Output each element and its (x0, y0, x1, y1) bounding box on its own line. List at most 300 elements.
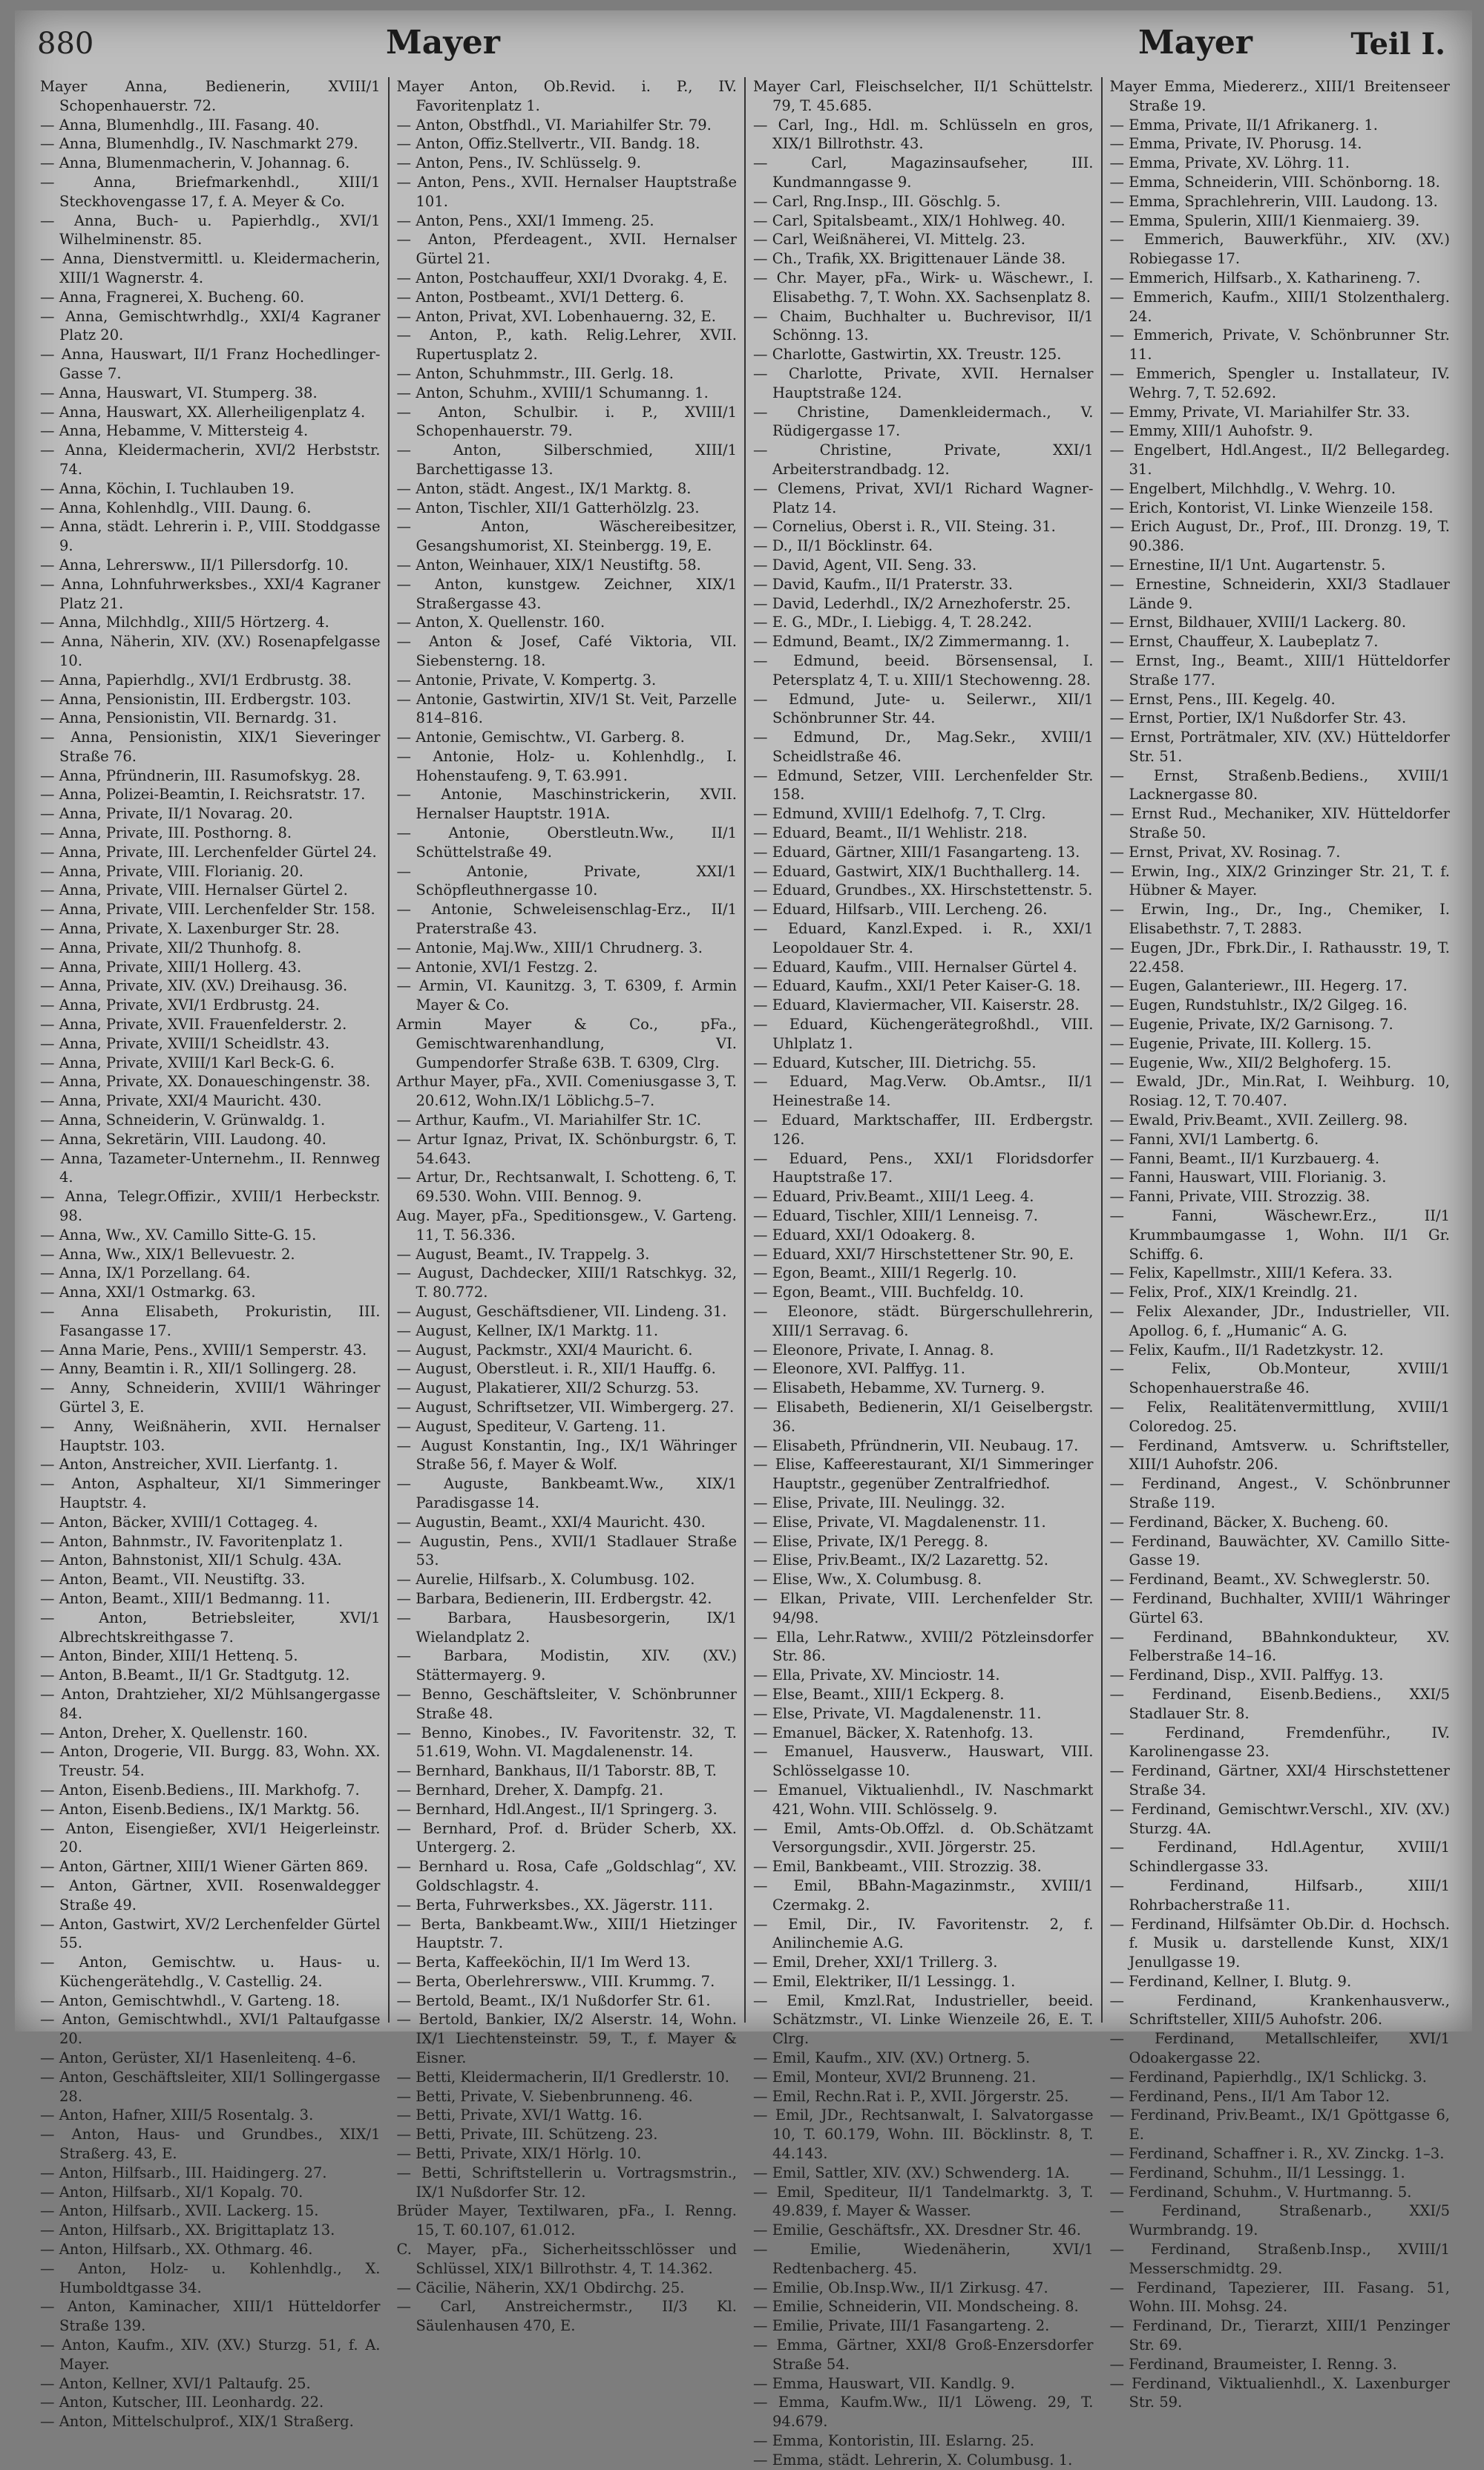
directory-entry: — David, Kaufm., II/1 Praterstr. 33. (753, 575, 1013, 593)
directory-entry: — Elisabeth, Pfründnerin, VII. Neubaug. 17. (753, 1436, 1079, 1454)
directory-entry: — Charlotte, Gastwirtin, XX. Treustr. 125. (753, 346, 1062, 364)
directory-entry: — Anny, Beamtin i. R., XII/1 Sollingerg. 28. (40, 1360, 357, 1378)
directory-entry: — Felix, Kapellmstr., XIII/1 Kefera. 33. (1109, 1264, 1393, 1282)
directory-entry: — Antonie, Private, V. Kompertg. 3. (396, 671, 657, 689)
directory-entry: — Felix, Kaufm., II/1 Radetzkystr. 12. (1109, 1341, 1384, 1359)
directory-entry: — Anton, Mittelschulprof., XIX/1 Straßerg. (40, 2413, 354, 2431)
directory-entry: — Anton, Drahtzieher, XI/2 Mühlsangergasse 84. (40, 1685, 381, 1722)
directory-entry: — Felix, Ob.Monteur, XVIII/1 Schopenhauerstraße 46. (1109, 1360, 1450, 1397)
directory-entry: — Ferdinand, Kellner, I. Blutg. 9. (1109, 1972, 1352, 1990)
directory-entry: — Ferdinand, Pens., II/1 Am Tabor 12. (1109, 2087, 1391, 2105)
directory-entry: — Elisabeth, Hebamme, XV. Turnerg. 9. (753, 1379, 1045, 1397)
directory-entry: — Ferdinand, Priv.Beamt., IX/1 Gpöttgasse 6, E. (1109, 2106, 1450, 2144)
directory-entry: — Antonie, Maj.Ww., XIII/1 Chrudnerg. 3. (396, 939, 703, 956)
directory-entry: — Edmund, beeid. Börsensensal, I. Petersplatz 4, T. u. XIII/1 Stechowenng. 28. (753, 651, 1094, 689)
directory-entry: — Anna, Private, XXI/4 Mauricht. 430. (40, 1092, 322, 1110)
directory-entry: — Eduard, Grundbes., XX. Hirschstettenstr. 5. (753, 881, 1093, 899)
directory-entry: — Anna, Buch- u. Papierhdlg., XVI/1 Wilhelminenstr. 85. (40, 211, 381, 249)
directory-entry: — Bernhard, Dreher, X. Dampfg. 21. (396, 1781, 664, 1799)
directory-entry: — Erich, Kontorist, VI. Linke Wienzeile 158. (1109, 499, 1434, 516)
directory-entry: — David, Lederhdl., IX/2 Arnezhoferstr. 25. (753, 594, 1071, 612)
directory-entry: — Anton, Pens., XVII. Hernalser Hauptstraße 101. (396, 173, 737, 210)
directory-entry: — Eduard, Hilfsarb., VIII. Lercheng. 26. (753, 901, 1048, 919)
directory-entry: — Emma, Private, II/1 Afrikanerg. 1. (1109, 116, 1378, 134)
directory-entry: — Anton, Schuhm., XVIII/1 Schumanng. 1. (396, 384, 709, 401)
directory-entry: — Eduard, Priv.Beamt., XIII/1 Leeg. 4. (753, 1188, 1034, 1206)
directory-entry: — Eduard, XXI/1 Odoakerg. 8. (753, 1226, 976, 1244)
directory-entry: — Emil, Kaufm., XIV. (XV.) Ortnerg. 5. (753, 2049, 1031, 2067)
directory-entry: — Emanuel, Hausverw., Hauswart, VIII. Schlösselgasse 10. (753, 1743, 1094, 1780)
directory-entry: Brüder Mayer, Textilwaren, pFa., I. Renng. 15, T. 60.107, 61.012. (396, 2202, 737, 2239)
directory-entry: — Elise, Private, IX/1 Peregg. 8. (753, 1532, 988, 1550)
directory-entry: — Else, Private, VI. Magdalenenstr. 11. (753, 1704, 1042, 1722)
directory-entry: — Else, Beamt., XIII/1 Eckperg. 8. (753, 1685, 1005, 1703)
directory-entry: — Antonie, Private, XXI/1 Schöpfleuthnergasse 10. (396, 862, 737, 899)
directory-entry: — Antonie, XVI/1 Festzg. 2. (396, 958, 598, 976)
directory-entry: — Emma, Sprachlehrerin, VIII. Laudong. 13. (1109, 192, 1438, 210)
directory-entry: — Benno, Geschäftsleiter, V. Schönbrunner Straße 48. (396, 1685, 737, 1722)
directory-entry: — Ferdinand, Viktualienhdl., X. Laxenburger Str. 59. (1109, 2374, 1450, 2411)
directory-entry: — Emma, städt. Lehrerin, X. Columbusg. 1. (753, 2451, 1073, 2469)
directory-entry: — Edmund, Jute- u. Seilerwr., XII/1 Schönbrunner Str. 44. (753, 690, 1094, 727)
directory-entry: — Egon, Beamt., VIII. Buchfeldg. 10. (753, 1284, 1024, 1301)
directory-entry: — Emil, Dreher, XXI/1 Trillerg. 3. (753, 1954, 998, 1971)
directory-entry: — Carl, Rng.Insp., III. Göschlg. 5. (753, 192, 1001, 210)
directory-entry: — Chr. Mayer, pFa., Wirk- u. Wäschewr., I. Elisabethg. 7, T. Wohn. XX. Sachsenplatz 8. (753, 269, 1094, 306)
directory-entry: — Emil, Bankbeamt., VIII. Strozzig. 38. (753, 1858, 1042, 1876)
directory-entry: — Ferdinand, Schaffner i. R., XV. Zinckg. 1–3. (1109, 2145, 1445, 2163)
directory-entry: — Anna, Private, X. Laxenburger Str. 28. (40, 920, 340, 938)
directory-entry: — Anton, Pferdeagent., XVII. Hernalser Gürtel 21. (396, 231, 737, 268)
directory-entry: — Emilie, Wiedenäherin, XVI/1 Redtenbacherg. 45. (753, 2241, 1094, 2277)
directory-entry: — Eugen, Rundstuhlstr., IX/2 Gilgeg. 16. (1109, 996, 1408, 1014)
directory-entry: — Ferdinand, Straßenb.Insp., XVIII/1 Messerschmidtg. 29. (1109, 2241, 1450, 2277)
directory-entry: — Edmund, Setzer, VIII. Lerchenfelder Str. 158. (753, 766, 1094, 804)
directory-entry: — Eugen, JDr., Fbrk.Dir., I. Rathausstr. 19, T. 22.458. (1109, 939, 1450, 976)
directory-entry: — Anton, Geschäftsleiter, XII/1 Sollingergasse 28. (40, 2068, 381, 2105)
directory-entry: — Fanni, Wäschewr.Erz., II/1 Krummbaumgasse 1, Wohn. II/1 Gr. Schiffg. 6. (1109, 1207, 1450, 1263)
directory-entry: — Carl, Anstreichermstr., II/3 Kl. Säulenhausen 470, E. (396, 2298, 737, 2335)
directory-entry: — Anna, Fragnerei, X. Bucheng. 60. (40, 288, 305, 306)
directory-entry: — Emil, Kmzl.Rat, Industrieller, beeid. Schätzmstr., VI. Linke Wienzeile 26, E. T. Clrg. (753, 1991, 1094, 2048)
directory-entry: — Clemens, Privat, XVI/1 Richard Wagner-Platz 14. (753, 479, 1094, 516)
directory-entry: — Anton, Eisenb.Bediens., III. Markhofg. 7. (40, 1781, 360, 1799)
directory-entry: — Elise, Priv.Beamt., IX/2 Lazarettg. 52. (753, 1551, 1049, 1569)
column-2 (388, 77, 745, 2335)
directory-entry: — Eduard, Kaufm., VIII. Hernalser Gürtel 4. (753, 958, 1077, 976)
directory-entry: — Bernhard, Hdl.Angest., II/1 Springerg. 3. (396, 1800, 718, 1818)
directory-page (15, 10, 1472, 2469)
directory-entry: — Anton, Hilfsarb., XX. Othmarg. 46. (40, 2241, 313, 2259)
directory-entry: Mayer Anna, Bedienerin, XVIII/1 Schopenhauerstr. 72. (40, 78, 381, 114)
directory-entry: C. Mayer, pFa., Sicherheitsschlösser und Schlüssel, XIX/1 Billrothstr. 4, T. 14.362. (396, 2241, 737, 2277)
directory-entry: — Anna Marie, Pens., XVIII/1 Semperstr. 43. (40, 1341, 367, 1359)
directory-entry: — Anton, Dreher, X. Quellenstr. 160. (40, 1724, 308, 1741)
directory-entry: — Cäcilie, Näherin, XX/1 Obdirchg. 25. (396, 2279, 685, 2296)
directory-entry: — Artur, Dr., Rechtsanwalt, I. Schotteng. 6, T. 69.530. Wohn. VIII. Bennog. 9. (396, 1169, 737, 1206)
directory-entry: — Ernst, Straßenb.Bediens., XVIII/1 Lacknergasse 80. (1109, 766, 1450, 804)
directory-entry: — Anna, Papierhdlg., XVI/1 Erdbrustg. 38. (40, 671, 352, 689)
directory-entry: — Augustin, Beamt., XXI/4 Mauricht. 430. (396, 1513, 706, 1531)
directory-entry: — Anna, Hauswart, XX. Allerheiligenplatz 4. (40, 403, 366, 421)
directory-entry: — Anna, Private, XVII. Frauenfelderstr. 2. (40, 1016, 347, 1034)
directory-entry: — Betti, Private, III. Schützeng. 23. (396, 2126, 658, 2144)
directory-entry: — Elisabeth, Bedienerin, XI/1 Geiselbergstr. 36. (753, 1398, 1094, 1435)
directory-entry: — Ferdinand, Schuhm., V. Hurtmanng. 5. (1109, 2183, 1412, 2201)
directory-entry: — Anna, Private, XIII/1 Hollerg. 43. (40, 958, 302, 976)
header-part-label: Teil I. (1350, 27, 1445, 62)
directory-entry: — Anna, Kleidermacherin, XVI/2 Herbststr. 74. (40, 441, 381, 478)
directory-entry: — Anna Elisabeth, Prokuristin, III. Fasangasse 17. (40, 1303, 381, 1339)
directory-entry: — Felix Alexander, JDr., Industrieller, VII. Apollog. 6, f. „Humanic“ A. G. (1109, 1303, 1450, 1339)
directory-entry: — Anna, Pensionistin, III. Erdbergstr. 103. (40, 690, 352, 708)
directory-entry: — Eduard, Kanzl.Exped. i. R., XXI/1 Leopoldauer Str. 4. (753, 920, 1094, 956)
directory-entry: — Anton, Asphalteur, XI/1 Simmeringer Hauptstr. 4. (40, 1475, 381, 1511)
directory-entry: — Anton, Privat, XVI. Lobenhauerng. 32, E. (396, 307, 716, 325)
directory-entry: — Ernst, Privat, XV. Rosinag. 7. (1109, 843, 1341, 861)
directory-entry: — Anny, Weißnäherin, XVII. Hernalser Hauptstr. 103. (40, 1417, 381, 1454)
directory-entry: — Eduard, Marktschaffer, III. Erdbergstr. 126. (753, 1111, 1094, 1148)
directory-entry: — Anton, Pens., XXI/1 Immeng. 25. (396, 211, 654, 229)
directory-entry: — Anton, Hafner, XIII/5 Rosentalg. 3. (40, 2106, 314, 2124)
directory-entry: — Anton, Kaufm., XIV. (XV.) Sturzg. 51, f. A. Mayer. (40, 2336, 381, 2373)
directory-entry: — Eduard, Pens., XXI/1 Floridsdorfer Hauptstraße 17. (753, 1149, 1094, 1186)
directory-entry: — E. G., MDr., I. Liebigg. 4, T. 28.242. (753, 614, 1032, 631)
directory-entry: — Anton, Postchauffeur, XXI/1 Dvorakg. 4, E. (396, 269, 728, 286)
directory-entry: — Betti, Kleidermacherin, II/1 Gredlerstr. 10. (396, 2068, 729, 2086)
directory-entry: — Eduard, XXI/7 Hirschstettener Str. 90, E. (753, 1245, 1074, 1263)
directory-entry: — Anton, Kutscher, III. Leonhardg. 22. (40, 2394, 324, 2411)
directory-entry: — Eduard, Gärtner, XIII/1 Fasangarteng. 13. (753, 843, 1080, 861)
directory-entry: — Elkan, Private, VIII. Lerchenfelder Str. 94/98. (753, 1589, 1094, 1626)
directory-entry: — Ferdinand, Tapezierer, III. Fasang. 51, Wohn. III. Mohsg. 24. (1109, 2279, 1450, 2316)
directory-entry: — Anna, Tazameter-Unternehm., II. Rennweg 4. (40, 1149, 381, 1186)
directory-entry: — Emilie, Ob.Insp.Ww., II/1 Zirkusg. 47. (753, 2279, 1048, 2296)
directory-entry: — August, Geschäftsdiener, VII. Lindeng. 31. (396, 1303, 727, 1320)
directory-entry: — Anna, Lehrersww., II/1 Pillersdorfg. 10. (40, 556, 349, 574)
directory-entry: — Emmerich, Private, V. Schönbrunner Str. 11. (1109, 326, 1450, 364)
directory-entry: — Emma, Private, XV. Löhrg. 11. (1109, 154, 1350, 172)
directory-entry: — Augustin, Pens., XVII/1 Stadlauer Straße 53. (396, 1532, 737, 1569)
directory-entry: — Ernst, Chauffeur, X. Laubeplatz 7. (1109, 633, 1379, 651)
directory-entry: — Anna, Private, VIII. Hernalser Gürtel 2. (40, 881, 348, 899)
directory-entry: — Anton & Josef, Café Viktoria, VII. Siebensterng. 18. (396, 633, 737, 669)
directory-entry: — Anton, Wäschereibesitzer, Gesangshumorist, XI. Steinbergg. 19, E. (396, 518, 737, 555)
directory-entry: — Antonie, Gastwirtin, XIV/1 St. Veit, Parzelle 814–816. (396, 690, 737, 727)
directory-entry: — Anna, Schneiderin, V. Grünwaldg. 1. (40, 1111, 326, 1129)
directory-entry: — Ferdinand, Metallschleifer, XVI/1 Odoakergasse 22. (1109, 2030, 1450, 2067)
directory-entry: — Ferdinand, Dr., Tierarzt, XIII/1 Penzinger Str. 69. (1109, 2317, 1450, 2354)
directory-entry: — Berta, Fuhrwerksbes., XX. Jägerstr. 111. (396, 1896, 714, 1914)
column-3 (744, 77, 1101, 2469)
directory-entry: — Antonie, Gemischtw., VI. Garberg. 8. (396, 729, 685, 746)
directory-entry: — Anna, Näherin, XIV. (XV.) Rosenapfelgasse 10. (40, 633, 381, 669)
directory-entry: — Carl, Magazinsaufseher, III. Kundmanngasse 9. (753, 154, 1094, 191)
directory-entry: — Anton, Schuhmmstr., III. Gerlg. 18. (396, 364, 674, 382)
page-header (37, 24, 1445, 76)
directory-entry: — Auguste, Bankbeamt.Ww., XIX/1 Paradisgasse 14. (396, 1475, 737, 1511)
directory-entry: — Anna, Private, XX. Donaueschingenstr. 38. (40, 1073, 371, 1091)
directory-entry: — Erwin, Ing., Dr., Ing., Chemiker, I. Elisabethstr. 7, T. 2883. (1109, 901, 1450, 938)
directory-entry: — Anton, städt. Angest., IX/1 Marktg. 8. (396, 479, 692, 497)
directory-entry: — Anna, Lohnfuhrwerksbes., XXI/4 Kagraner Platz 21. (40, 575, 381, 612)
directory-entry: — Ernestine, Schneiderin, XXI/3 Stadlauer Lände 9. (1109, 575, 1450, 612)
directory-entry: — Ferdinand, BBahnkondukteur, XV. Felberstraße 14–16. (1109, 1628, 1450, 1665)
directory-entry: — Betti, Schriftstellerin u. Vortragsmstrin., IX/1 Nußdorfer Str. 12. (396, 2164, 737, 2201)
directory-entry: — Emil, Rechn.Rat i. P., XVII. Jörgerstr. 25. (753, 2087, 1069, 2105)
directory-entry: — Eugenie, Ww., XII/2 Belghoferg. 15. (1109, 1054, 1392, 1071)
directory-entry: — Betti, Private, V. Siebenbrunneng. 46. (396, 2087, 693, 2105)
directory-entry: — Anna, städt. Lehrerin i. P., VIII. Stoddgasse 9. (40, 518, 381, 555)
directory-entry: — Eleonore, Private, I. Annag. 8. (753, 1341, 994, 1359)
directory-entry: — Anna, Hauswart, VI. Stumperg. 38. (40, 384, 318, 401)
directory-entry: — Ewald, JDr., Min.Rat, I. Weihburg. 10, Rosiag. 12, T. 70.407. (1109, 1073, 1450, 1110)
directory-entry: — Anna, IX/1 Porzellang. 64. (40, 1264, 251, 1282)
directory-entry: — Anna, Private, XIV. (XV.) Dreihausg. 36. (40, 977, 348, 995)
directory-entry: — Anna, Private, XVI/1 Erdbrustg. 24. (40, 996, 320, 1014)
directory-entry: — Ferdinand, Hilfsämter Ob.Dir. d. Hochsch. f. Musik u. darstellende Kunst, XIX/1 Jenullgasse 19. (1109, 1915, 1450, 1971)
directory-entry: — Anton, Tischler, XII/1 Gatterhölzlg. 23. (396, 499, 700, 516)
directory-entry: — Anton, kunstgew. Zeichner, XIX/1 Straßergasse 43. (396, 575, 737, 612)
directory-entry: — Anna, Ww., XV. Camillo Sitte-G. 15. (40, 1226, 317, 1244)
page-number: 880 (37, 27, 94, 61)
directory-entry: — Berta, Kaffeeköchin, II/1 Im Werd 13. (396, 1954, 691, 1971)
directory-entry: — Emmerich, Hilfsarb., X. Katharineng. 7. (1109, 269, 1421, 286)
directory-entry: — Edmund, Dr., Mag.Sekr., XVIII/1 Scheidlstraße 46. (753, 729, 1094, 765)
directory-entry: Armin Mayer & Co., pFa., Gemischtwarenhandlung, VI. Gumpendorfer Straße 63B. T. 6309, Clrg. (396, 1016, 737, 1071)
directory-entry: — Betti, Private, XVI/1 Wattg. 16. (396, 2106, 643, 2124)
directory-entry: — Ernst Rud., Mechaniker, XIV. Hütteldorfer Straße 50. (1109, 805, 1450, 842)
directory-entry: — Ella, Lehr.Ratww., XVIII/2 Pötzleinsdorfer Str. 86. (753, 1628, 1094, 1665)
directory-entry: Aug. Mayer, pFa., Speditionsgew., V. Garteng. 11, T. 56.336. (396, 1207, 737, 1244)
directory-entry: — Anna, Blumenhdlg., IV. Naschmarkt 279. (40, 135, 358, 153)
directory-entry: — Anton, X. Quellenstr. 160. (396, 614, 605, 631)
directory-entry: — Ferdinand, Straßenarb., XXI/5 Wurmbrandg. 19. (1109, 2202, 1450, 2239)
directory-entry: — Antonie, Holz- u. Kohlenhdlg., I. Hohenstaufeng. 9, T. 63.991. (396, 747, 737, 784)
directory-entry: — Ferdinand, Amtsverw. u. Schriftsteller, XIII/1 Auhofstr. 206. (1109, 1436, 1450, 1474)
directory-entry: — Anna, Hauswart, II/1 Franz Hochedlinger-Gasse 7. (40, 346, 381, 382)
directory-entry: — Erwin, Ing., XIX/2 Grinzinger Str. 21, T. f. Hübner & Mayer. (1109, 862, 1450, 899)
directory-entry: — Emma, Kaufm.Ww., II/1 Löweng. 29, T. 94.679. (753, 2394, 1094, 2431)
directory-entry: — Eugenie, Private, IX/2 Garnisong. 7. (1109, 1016, 1393, 1034)
directory-entry: — Emilie, Private, III/1 Fasangarteng. 2. (753, 2317, 1050, 2335)
directory-entry: — Emilie, Schneiderin, VII. Mondscheing. 8. (753, 2298, 1079, 2316)
directory-entry: — Anton, Offiz.Stellvertr., VII. Bandg. 18. (396, 135, 700, 153)
directory-entry: — Edmund, Beamt., IX/2 Zimmermanng. 1. (753, 633, 1070, 651)
directory-entry: Mayer Carl, Fleischselcher, II/1 Schüttelstr. 79, T. 45.685. (753, 78, 1094, 114)
directory-entry: — Anna, Private, III. Lerchenfelder Gürtel 24. (40, 843, 377, 861)
directory-entry: — Ernst, Pens., III. Kegelg. 40. (1109, 690, 1336, 708)
directory-entry: — Cornelius, Oberst i. R., VII. Steing. 31. (753, 518, 1056, 536)
directory-entry: — Fanni, Beamt., II/1 Kurzbauerg. 4. (1109, 1149, 1380, 1167)
directory-entry: — August Konstantin, Ing., IX/1 Währinger Straße 56, f. Mayer & Wolf. (396, 1436, 737, 1474)
directory-entry: — Barbara, Bedienerin, III. Erdbergstr. 42. (396, 1589, 712, 1607)
directory-entry: — Anton, Silberschmied, XIII/1 Barchettigasse 13. (396, 441, 737, 478)
directory-entry: — Anny, Schneiderin, XVIII/1 Währinger Gürtel 3, E. (40, 1379, 381, 1416)
directory-entry: — Antonie, Schweleisenschlag-Erz., II/1 Praterstraße 43. (396, 901, 737, 938)
directory-entry: — Elise, Private, III. Neulingg. 32. (753, 1494, 1005, 1511)
directory-entry: — Anton, Gemischtw. u. Haus- u. Küchengerätehdlg., V. Castellig. 24. (40, 1954, 381, 1990)
directory-entry: — Ferdinand, Eisenb.Bediens., XXI/5 Stadlauer Str. 8. (1109, 1685, 1450, 1722)
directory-entry: — Ernst, Porträtmaler, XIV. (XV.) Hütteldorfer Str. 51. (1109, 729, 1450, 765)
directory-entry: — D., II/1 Böcklinstr. 64. (753, 537, 933, 555)
directory-entry: — Bernhard, Prof. d. Brüder Scherb, XX. Untergerg. 2. (396, 1819, 737, 1856)
directory-entry: — Anton, Schulbir. i. P., XVIII/1 Schopenhauerstr. 79. (396, 403, 737, 440)
directory-entry: — Benno, Kinobes., IV. Favoritenstr. 32, T. 51.619, Wohn. VI. Magdalenenstr. 14. (396, 1724, 737, 1761)
directory-entry: — Anton, Postbeamt., XVI/1 Detterg. 6. (396, 288, 684, 306)
directory-entry: — Anton, Anstreicher, XVII. Lierfantg. 1. (40, 1456, 338, 1474)
directory-entry: — Emil, JDr., Rechtsanwalt, I. Salvatorgasse 10, T. 60.179, Wohn. III. Böcklinstr. 8, T. 44.143. (753, 2106, 1094, 2163)
directory-entry: — Anton, Kellner, XVI/1 Paltaufg. 25. (40, 2374, 311, 2392)
directory-entry: — Eugenie, Private, III. Kollerg. 15. (1109, 1034, 1372, 1052)
directory-entry: Arthur Mayer, pFa., XVII. Comeniusgasse 3, T. 20.612, Wohn.IX/1 Löblichg.5–7. (396, 1073, 737, 1110)
directory-entry: — Anton, Hilfsarb., III. Haidingerg. 27. (40, 2164, 327, 2181)
directory-entry: — August, Beamt., IV. Trappelg. 3. (396, 1245, 650, 1263)
directory-entry: — Anton, Holz- u. Kohlenhdlg., X. Humboldtgasse 34. (40, 2259, 381, 2296)
directory-entry: — Ferdinand, Beamt., XV. Schweglerstr. 50. (1109, 1571, 1431, 1589)
directory-entry: — Ferdinand, Krankenhausverw., Schriftsteller, XIII/5 Auhofstr. 206. (1109, 1991, 1450, 2029)
directory-entry: — Anna, Hebamme, V. Mittersteig 4. (40, 422, 309, 440)
directory-entry: — Anna, Blumenmacherin, V. Johannag. 6. (40, 154, 350, 172)
directory-entry: — Anton, Gärtner, XIII/1 Wiener Gärten 869. (40, 1858, 369, 1876)
directory-entry: — Ernst, Bildhauer, XVIII/1 Lackerg. 80. (1109, 614, 1407, 631)
directory-entry: — Bertold, Bankier, IX/2 Alserstr. 14, Wohn. IX/1 Liechtensteinstr. 59, T., f. Mayer & Eisner. (396, 2011, 737, 2067)
directory-entry: — Anton, Weinhauer, XIX/1 Neustiftg. 58. (396, 556, 701, 574)
directory-entry: — Ferdinand, Schuhm., II/1 Lessingg. 1. (1109, 2164, 1405, 2181)
directory-entry: — Armin, VI. Kaunitzg. 3, T. 6309, f. Armin Mayer & Co. (396, 977, 737, 1014)
directory-entry: — Anna, Telegr.Offizir., XVIII/1 Herbeckstr. 98. (40, 1188, 381, 1225)
directory-entry: — Elise, Kaffeerestaurant, XI/1 Simmeringer Hauptstr., gegenüber Zentralfriedhof. (753, 1456, 1094, 1493)
directory-entry: — Barbara, Hausbesorgerin, IX/1 Wielandplatz 2. (396, 1609, 737, 1646)
directory-entry: — Anna, Private, XII/2 Thunhofg. 8. (40, 939, 302, 956)
directory-entry: — Erich August, Dr., Prof., III. Dronzg. 19, T. 90.386. (1109, 518, 1450, 555)
directory-entry: — Emilie, Geschäftsfr., XX. Dresdner Str. 46. (753, 2221, 1081, 2239)
directory-entry: — Eduard, Kaufm., XXI/1 Peter Kaiser-G. 18. (753, 977, 1081, 995)
directory-entry: — Emma, Hauswart, VII. Kandlg. 9. (753, 2374, 1015, 2392)
directory-entry: — Anna, Private, II/1 Novarag. 20. (40, 805, 293, 823)
directory-entry: — Anton, Eisenb.Bediens., IX/1 Marktg. 56. (40, 1800, 360, 1818)
directory-entry: — Anton, Bäcker, XVIII/1 Cottageg. 4. (40, 1513, 318, 1531)
directory-entry: — Ferdinand, Buchhalter, XVIII/1 Währinger Gürtel 63. (1109, 1589, 1450, 1626)
directory-entry: — Ferdinand, Hdl.Agentur, XVIII/1 Schindlergasse 33. (1109, 1839, 1450, 1876)
directory-entry: — Eduard, Kutscher, III. Dietrichg. 55. (753, 1054, 1037, 1071)
directory-entry: — Barbara, Modistin, XIV. (XV.) Stättermayerg. 9. (396, 1647, 737, 1684)
column-1 (33, 77, 388, 2431)
directory-entry: — Anna, Polizei-Beamtin, I. Reichsratstr. 17. (40, 786, 366, 804)
directory-entry: — Anna, Köchin, I. Tuchlauben 19. (40, 479, 295, 497)
directory-entry: — Antonie, Maschinstrickerin, XVII. Hernalser Hauptstr. 191A. (396, 786, 737, 823)
directory-entry: — Ernestine, II/1 Unt. Augartenstr. 5. (1109, 556, 1386, 574)
directory-entry: — Anton, Haus- und Grundbes., XIX/1 Straßerg. 43, E. (40, 2126, 381, 2163)
directory-entry: — Eleonore, XVI. Palffyg. 11. (753, 1360, 965, 1378)
directory-entry: — Anton, Kaminacher, XIII/1 Hütteldorfer Straße 139. (40, 2298, 381, 2335)
directory-entry: — Anton, Binder, XIII/1 Hettenq. 5. (40, 1647, 298, 1665)
directory-entry: — Anton, P., kath. Relig.Lehrer, XVII. Rupertusplatz 2. (396, 326, 737, 364)
directory-entry: — Anna, Private, XVIII/1 Karl Beck-G. 6. (40, 1054, 335, 1071)
directory-entry: — Ferdinand, Bäcker, X. Bucheng. 60. (1109, 1513, 1389, 1531)
column-4 (1101, 77, 1458, 2411)
directory-entry: — Emil, BBahn-Magazinmstr., XVIII/1 Czermakg. 2. (753, 1876, 1094, 1914)
directory-entry: — Bernhard u. Rosa, Cafe „Goldschlag“, XV. Goldschlagstr. 4. (396, 1858, 737, 1894)
directory-entry: — Ewald, Priv.Beamt., XVII. Zeillerg. 98. (1109, 1111, 1408, 1129)
directory-entry: — Anton, Pens., IV. Schlüsselg. 9. (396, 154, 642, 172)
directory-entry: — Bertold, Beamt., IX/1 Nußdorfer Str. 61. (396, 1991, 711, 2009)
directory-entry: — Betti, Private, XIX/1 Hörlg. 10. (396, 2145, 642, 2163)
directory-entry: — Edmund, XVIII/1 Edelhofg. 7, T. Clrg. (753, 805, 1046, 823)
directory-entry: — Emmy, Private, VI. Mariahilfer Str. 33. (1109, 403, 1411, 421)
directory-entry: — Bernhard, Bankhaus, II/1 Taborstr. 8B, T. (396, 1762, 717, 1780)
directory-entry: — Anton, Obstfhdl., VI. Mariahilfer Str. 79. (396, 116, 712, 134)
directory-entry: — Emil, Spediteur, II/1 Tandelmarktg. 3, T. 49.839, f. Mayer & Wasser. (753, 2183, 1094, 2220)
directory-entry: — Ernst, Portier, IX/1 Nußdorfer Str. 43. (1109, 709, 1407, 727)
directory-entry: — Emmerich, Bauwerkführ., XIV. (XV.) Robiegasse 17. (1109, 231, 1450, 268)
directory-entry: — Chaim, Buchhalter u. Buchrevisor, II/1 Schönng. 13. (753, 307, 1094, 344)
directory-entry: — Eduard, Klaviermacher, VII. Kaiserstr. 28. (753, 996, 1080, 1014)
directory-entry: — Fanni, XVI/1 Lambertg. 6. (1109, 1130, 1319, 1148)
directory-entry: — Emil, Dir., IV. Favoritenstr. 2, f. Anilinchemie A.G. (753, 1915, 1094, 1952)
directory-entry: — Anton, Hilfsarb., XX. Brigittaplatz 13. (40, 2221, 335, 2239)
directory-entry: — Anton, Drogerie, VII. Burgg. 83, Wohn. XX. Treustr. 54. (40, 1743, 381, 1780)
directory-entry: — Ernst, Ing., Beamt., XIII/1 Hütteldorfer Straße 177. (1109, 651, 1450, 689)
directory-entry: — Eduard, Gastwirt, XIX/1 Buchthallerg. 14. (753, 862, 1080, 880)
directory-entry: — Anna, Milchhdlg., XIII/5 Hörtzerg. 4. (40, 614, 329, 631)
directory-entry: — Christine, Private, XXI/1 Arbeiterstrandbadg. 12. (753, 441, 1094, 478)
directory-entry: — Aurelie, Hilfsarb., X. Columbusg. 102. (396, 1571, 695, 1589)
directory-entry: — Emil, Amts-Ob.Offzl. d. Ob.Schätzamt Versorgungsdir., XVII. Jörgerstr. 25. (753, 1819, 1094, 1856)
directory-entry: — Eduard, Tischler, XIII/1 Lenneisg. 7. (753, 1207, 1038, 1225)
directory-entry: — Anton, Hilfsarb., XI/1 Kopalg. 70. (40, 2183, 303, 2201)
directory-entry: — Charlotte, Private, XVII. Hernalser Hauptstraße 124. (753, 364, 1094, 401)
directory-entry: — Engelbert, Hdl.Angest., II/2 Bellegardeg. 31. (1109, 441, 1450, 478)
directory-entry: — Elise, Ww., X. Columbusg. 8. (753, 1571, 982, 1589)
directory-entry: — Emma, Private, IV. Phorusg. 14. (1109, 135, 1362, 153)
directory-entry: — Emma, Spulerin, XIII/1 Kienmaierg. 39. (1109, 211, 1420, 229)
directory-entry: — August, Schriftsetzer, VII. Wimbergerg. 27. (396, 1398, 735, 1416)
directory-entry: — Anton, Eisengießer, XVI/1 Heigerleinstr. 20. (40, 1819, 381, 1856)
directory-entry: — Ferdinand, Disp., XVII. Palffyg. 13. (1109, 1666, 1384, 1684)
directory-entry: — Emanuel, Viktualienhdl., IV. Naschmarkt 421, Wohn. VIII. Schlösselg. 9. (753, 1781, 1094, 1818)
directory-entry: — Ferdinand, Bauwächter, XV. Camillo Sitte-Gasse 19. (1109, 1532, 1450, 1569)
directory-entry: — Anton, Bahnstonist, XII/1 Schulg. 43A. (40, 1551, 342, 1569)
directory-entry: — Ferdinand, Fremdenführ., IV. Karolinengasse 23. (1109, 1724, 1450, 1761)
directory-entry: — Arthur, Kaufm., VI. Mariahilfer Str. 1C. (396, 1111, 702, 1129)
directory-entry: — Anna, Blumenhdlg., III. Fasang. 40. (40, 116, 320, 134)
directory-entry: — Artur Ignaz, Privat, IX. Schönburgstr. 6, T. 54.643. (396, 1130, 737, 1167)
directory-entry: — Anna, Pfründnerin, III. Rasumofskyg. 28. (40, 766, 361, 784)
directory-entry: — Ferdinand, Papierhdlg., IX/1 Schlickg. 3. (1109, 2068, 1427, 2086)
directory-entry: — Emil, Sattler, XIV. (XV.) Schwenderg. 1A. (753, 2164, 1070, 2181)
directory-entry: — Anton, Beamt., XIII/1 Bedmanng. 11. (40, 1589, 330, 1607)
header-keyword-right: Mayer (1138, 24, 1252, 62)
directory-entry: — Carl, Weißnäherei, VI. Mittelg. 23. (753, 231, 1025, 249)
directory-entry: — Berta, Bankbeamt.Ww., XIII/1 Hietzinger Hauptstr. 7. (396, 1915, 737, 1952)
directory-entry: — Emmerich, Spengler u. Installateur, IV. Wehrg. 7, T. 52.692. (1109, 364, 1450, 401)
directory-entry: — Engelbert, Milchhdlg., V. Wehrg. 10. (1109, 479, 1396, 497)
directory-entry: — Emanuel, Bäcker, X. Ratenhofg. 13. (753, 1724, 1034, 1741)
directory-entry: — Carl, Spitalsbeamt., XIX/1 Hohlweg. 40. (753, 211, 1066, 229)
directory-entry: — Emil, Elektriker, II/1 Lessingg. 1. (753, 1972, 1016, 1990)
directory-entry: — Antonie, Oberstleutn.Ww., II/1 Schüttelstraße 49. (396, 824, 737, 861)
directory-entry: — Fanni, Hauswart, VIII. Florianig. 3. (1109, 1169, 1387, 1186)
directory-entry: — Emma, Gärtner, XXI/8 Groß-Enzersdorfer Straße 54. (753, 2336, 1094, 2373)
directory-entry: — Eduard, Beamt., II/1 Wehlistr. 218. (753, 824, 1028, 842)
directory-entry: — Anton, Betriebsleiter, XVI/1 Albrechtskreithgasse 7. (40, 1609, 381, 1646)
directory-entry: — Anna, Private, VIII. Florianig. 20. (40, 862, 303, 880)
directory-entry: — Ferdinand, Angest., V. Schönbrunner Straße 119. (1109, 1475, 1450, 1511)
directory-entry: — Anton, Gemischtwhdl., V. Garteng. 18. (40, 1991, 341, 2009)
directory-entry: — Fanni, Private, VIII. Strozzig. 38. (1109, 1188, 1370, 1206)
directory-entry: — Anton, B.Beamt., II/1 Gr. Stadtgutg. 12. (40, 1666, 350, 1684)
